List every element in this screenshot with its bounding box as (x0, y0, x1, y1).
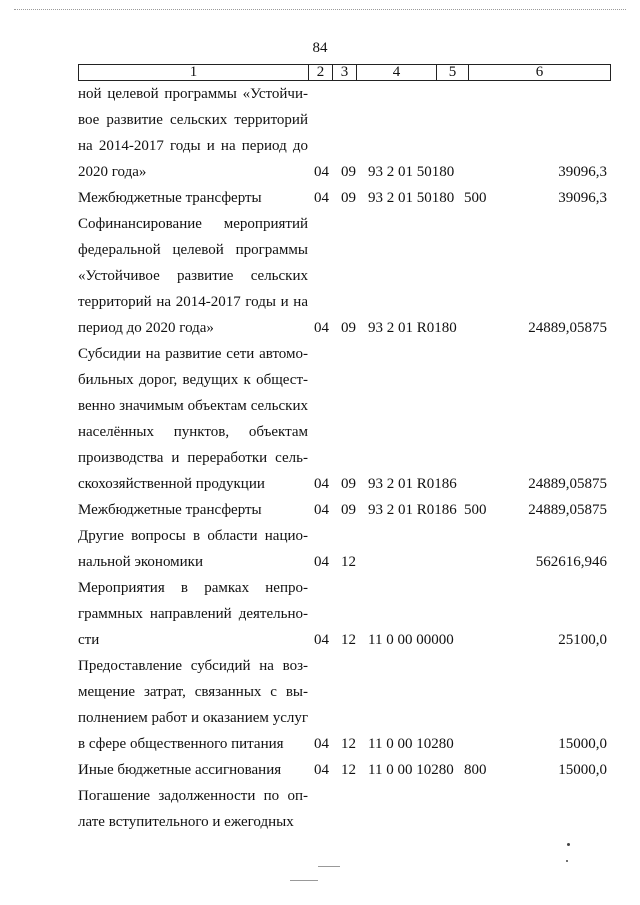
section-code: 04 (314, 164, 329, 180)
target-article-code: 93 2 01 50180 (368, 164, 455, 180)
header-col-6: 6 (535, 64, 544, 80)
amount: 24889,05875 (528, 502, 607, 518)
description-line: федеральной целевой программы (78, 242, 308, 258)
subsection-code: 12 (341, 736, 356, 752)
description-line: 2020 года» (78, 164, 147, 180)
row-description (78, 185, 308, 211)
table-row (0, 211, 640, 341)
table-row (0, 81, 640, 185)
description-line: производства и переработки сель- (78, 450, 308, 466)
subsection-code: 09 (341, 164, 356, 180)
description-line: граммных направлений деятельно- (78, 606, 308, 622)
section-code: 04 (314, 320, 329, 336)
description-line: Иные бюджетные ассигнования (78, 762, 282, 778)
target-article-code: 93 2 01 R0180 (368, 320, 457, 336)
description-line: Погашение задолженности по оп- (78, 788, 308, 804)
table-row (0, 523, 640, 575)
row-description (78, 211, 308, 341)
table-row (0, 757, 640, 783)
section-code: 04 (314, 632, 329, 648)
description-line: мещение затрат, связанных с вы- (78, 684, 308, 700)
header-col-3: 3 (333, 65, 357, 80)
description-line: населённых пунктов, объектам (78, 424, 308, 440)
scan-speck (567, 843, 570, 846)
section-code: 04 (314, 502, 329, 518)
description-line: период до 2020 года» (78, 320, 214, 336)
amount: 39096,3 (558, 190, 607, 206)
subsection-code: 09 (341, 476, 356, 492)
row-description (78, 783, 308, 835)
target-article-code: 11 0 00 10280 (368, 762, 454, 778)
subsection-code: 12 (341, 554, 356, 570)
expense-type-code: 500 (464, 502, 487, 518)
target-article-code: 11 0 00 00000 (368, 632, 454, 648)
budget-table-body (0, 81, 640, 835)
subsection-code: 12 (341, 762, 356, 778)
description-line: лате вступительного и ежегодных (78, 814, 294, 830)
subsection-code: 09 (341, 190, 356, 206)
section-code: 04 (314, 190, 329, 206)
row-description (78, 575, 308, 653)
subsection-code: 12 (341, 632, 356, 648)
row-description (78, 653, 308, 757)
row-description (78, 81, 308, 185)
section-code: 04 (314, 736, 329, 752)
section-code: 04 (314, 762, 329, 778)
subsection-code: 09 (341, 502, 356, 518)
table-row (0, 653, 640, 757)
description-line: сти (78, 632, 100, 648)
table-row (0, 783, 640, 835)
description-line: Межбюджетные трансферты (78, 502, 262, 518)
amount: 15000,0 (558, 736, 607, 752)
description-line: «Устойчивое развитие сельских (78, 268, 308, 284)
description-line: в сфере общественного питания (78, 736, 284, 752)
row-description (78, 523, 308, 575)
subsection-code: 09 (341, 320, 356, 336)
description-line: полнением работ и оказанием услуг (78, 710, 308, 726)
scan-top-edge (14, 9, 626, 10)
description-line: венно значимым объектам сельских (78, 398, 308, 414)
description-line: Предоставление субсидий на воз- (78, 658, 308, 674)
description-line: Мероприятия в рамках непро- (78, 580, 308, 596)
amount: 39096,3 (558, 164, 607, 180)
amount: 562616,946 (535, 554, 607, 570)
description-line: бильных дорог, ведущих к общест- (78, 372, 308, 388)
amount: 24889,05875 (528, 320, 607, 336)
page-number: 84 (312, 40, 328, 56)
expense-type-code: 800 (464, 762, 487, 778)
target-article-code: 93 2 01 R0186 (368, 476, 457, 492)
description-line: скохозяйственной продукции (78, 476, 265, 492)
table-row (0, 575, 640, 653)
target-article-code: 93 2 01 50180 (368, 190, 455, 206)
target-article-code: 93 2 01 R0186 (368, 502, 457, 518)
description-line: нальной экономики (78, 554, 203, 570)
amount: 25100,0 (558, 632, 607, 648)
target-article-code: 11 0 00 10280 (368, 736, 454, 752)
scan-speck (566, 860, 568, 862)
description-line: вое развитие сельских территорий (78, 112, 308, 128)
description-line: Другие вопросы в области нацио- (78, 528, 308, 544)
section-code: 04 (314, 554, 329, 570)
header-col-4: 4 (357, 65, 437, 80)
scan-mark (318, 866, 340, 867)
table-row (0, 185, 640, 211)
table-header-row (78, 64, 611, 81)
expense-type-code: 500 (464, 190, 487, 206)
description-line: территорий на 2014-2017 годы и на (78, 294, 308, 310)
description-line: ной целевой программы «Устойчи- (78, 86, 308, 102)
table-row (0, 341, 640, 497)
header-col-2: 2 (309, 65, 333, 80)
description-line: Межбюджетные трансферты (78, 190, 262, 206)
row-description (78, 341, 308, 497)
row-description (78, 497, 308, 523)
description-line: Софинансирование мероприятий (78, 216, 308, 232)
amount: 24889,05875 (528, 476, 607, 492)
scan-mark (290, 880, 318, 881)
header-col-1: 1 (79, 65, 309, 80)
amount: 15000,0 (558, 762, 607, 778)
section-code: 04 (314, 476, 329, 492)
table-row (0, 497, 640, 523)
description-line: Субсидии на развитие сети автомо- (78, 346, 308, 362)
header-col-5: 5 (437, 65, 469, 80)
description-line: на 2014-2017 годы и на период до (78, 138, 308, 154)
row-description (78, 757, 308, 783)
